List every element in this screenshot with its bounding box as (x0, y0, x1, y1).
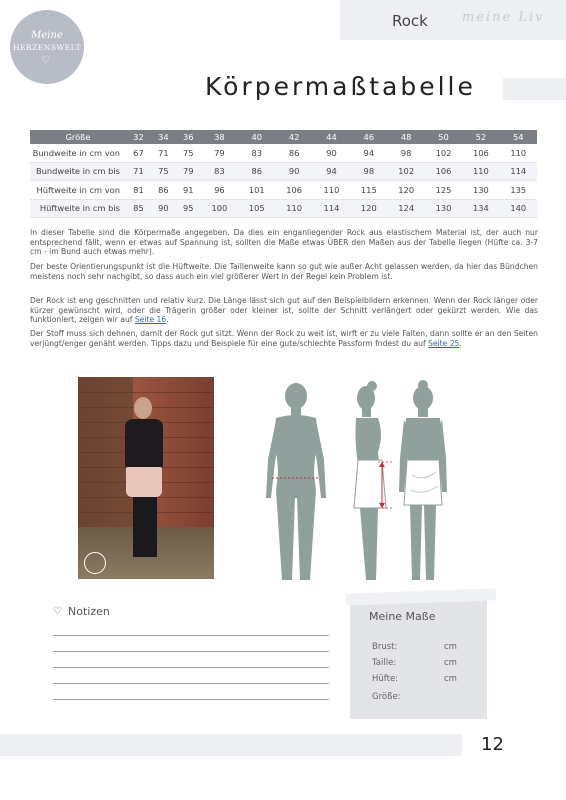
row-label: Bundweite in cm von (30, 144, 126, 162)
table-cell: 115 (350, 181, 387, 200)
length-text-end: . (166, 315, 169, 325)
notes-title: Notizen (68, 605, 110, 618)
footer-bar (0, 734, 462, 756)
table-cell: 134 (462, 199, 499, 218)
table-cell: 94 (313, 162, 350, 181)
table-cell: 110 (275, 199, 312, 218)
table-cell: 67 (126, 144, 151, 162)
table-row (30, 199, 537, 218)
table-row (30, 144, 537, 162)
note-line (53, 683, 329, 684)
table-header-row (30, 130, 537, 144)
table-cell: 101 (238, 181, 275, 200)
table-header-label: Größe (30, 130, 126, 144)
table-cell: 102 (388, 162, 425, 181)
huefte-unit: cm (444, 674, 457, 684)
table-cell: 110 (313, 181, 350, 200)
table-cell: 75 (151, 162, 176, 181)
table-cell: 98 (388, 144, 425, 162)
length-text: Der Rock ist eng geschnitten und relativ kurz. Die Länge lässt sich gut auf den Beispielbildern erkennen. Wenn der Rock länger oder kürzer gewünscht wird, oder die Trägerin größer oder kleiner ist, sollte der Schnitt verlängert oder gekürzt werden. Wie das funktioniert, zeigen wir auf (30, 296, 538, 325)
table-cell: 71 (151, 144, 176, 162)
table-cell: 83 (238, 144, 275, 162)
table-cell: 110 (500, 144, 537, 162)
example-photo (78, 377, 214, 579)
table-cell: 86 (238, 162, 275, 181)
page-title: Körpermaßtabelle (205, 72, 476, 101)
table-cell: 100 (201, 199, 238, 218)
size-header: 44 (313, 130, 350, 144)
size-table (30, 130, 537, 218)
page16-link[interactable]: Seite 16 (134, 315, 167, 325)
table-cell: 98 (350, 162, 387, 181)
table-cell: 75 (176, 144, 201, 162)
table-cell: 140 (500, 199, 537, 218)
brand-signature: meine Liv (462, 10, 545, 25)
table-cell: 90 (275, 162, 312, 181)
table-cell: 91 (176, 181, 201, 200)
table-cell: 90 (313, 144, 350, 162)
table-cell: 79 (201, 144, 238, 162)
table-cell: 120 (388, 181, 425, 200)
table-cell: 106 (462, 144, 499, 162)
table-cell: 125 (425, 181, 462, 200)
table-cell: 81 (126, 181, 151, 200)
fabric-text: Der Stoff muss sich dehnen, damit der Rock gut sitzt. Wenn der Rock zu weit ist, wirft er zu viele Falten, dann sollte er an den Seiten verjüngt/enger genäht werden. Tipps dazu und Beispiele für eine gute/schlechte Passform fndest du auf (30, 329, 538, 348)
table-cell: 130 (462, 181, 499, 200)
table-cell: 79 (176, 162, 201, 181)
table-cell: 135 (500, 181, 537, 200)
card-title: Meine Maße (369, 610, 436, 623)
row-label: Bundweite in cm bis (30, 162, 126, 181)
table-cell: 124 (388, 199, 425, 218)
table-cell: 94 (350, 144, 387, 162)
heart-icon: ♡ (53, 606, 62, 617)
body-side-figure (342, 380, 397, 580)
taille-label: Taille: (372, 658, 397, 668)
size-header: 34 (151, 130, 176, 144)
table-cell: 120 (350, 199, 387, 218)
page25-link[interactable]: Seite 25 (428, 338, 460, 348)
table-row (30, 181, 537, 200)
fabric-text-end: . (459, 338, 462, 348)
table-cell: 95 (176, 199, 201, 218)
table-cell: 96 (201, 181, 238, 200)
table-cell: 130 (425, 199, 462, 218)
table-cell: 71 (126, 162, 151, 181)
table-cell: 106 (275, 181, 312, 200)
size-header: 38 (201, 130, 238, 144)
table-cell: 106 (425, 162, 462, 181)
table-cell: 105 (238, 199, 275, 218)
note-line (53, 667, 329, 668)
hip-paragraph: Der beste Orientierungspunkt ist die Hüftweite. Die Taillenweite kann so gut wie außer Acht gelassen werden, da hier das Bündchen meistens noch sehr nachgibt, so dass auch ein viel größerer Wert in der Regel kein Problem ist. (30, 262, 538, 281)
table-cell: 90 (151, 199, 176, 218)
logo-line2: HERZENSWELT (12, 43, 82, 52)
table-cell: 83 (201, 162, 238, 181)
size-header: 36 (176, 130, 201, 144)
huefte-label: Hüfte: (372, 674, 399, 684)
table-cell: 85 (126, 199, 151, 218)
heart-icon: ♡ (41, 55, 50, 66)
note-line (53, 651, 329, 652)
row-label: Hüftweite in cm bis (30, 199, 126, 218)
photo-badge-icon (84, 552, 106, 574)
table-cell: 102 (425, 144, 462, 162)
size-header: 48 (388, 130, 425, 144)
size-header: 46 (350, 130, 387, 144)
logo (10, 10, 84, 84)
brust-label: Brust: (372, 642, 398, 652)
fabric-paragraph (30, 329, 538, 348)
logo-line1: Meine (31, 30, 63, 41)
table-cell: 114 (313, 199, 350, 218)
body-front-figure (262, 380, 330, 580)
table-cell: 86 (151, 181, 176, 200)
length-paragraph (30, 296, 538, 325)
size-header: 50 (425, 130, 462, 144)
size-header: 52 (462, 130, 499, 144)
note-line (53, 699, 329, 700)
groesse-label: Größe: (372, 692, 401, 702)
intro-paragraph: In dieser Tabelle sind die Körpermaße angegeben. Da dies ein enganliegender Rock aus elastischem Material ist, der auch nur entsprechend fällt, wenn er etwas auf Spannung ist, sollten die Maße etwas ÜBER den Maßen aus der Tabelle liegen (Hüfte ca. 3-7 cm - im Bund auch etwas mehr). (30, 228, 538, 257)
body-back-figure (398, 380, 448, 580)
table-cell: 114 (500, 162, 537, 181)
table-cell: 86 (275, 144, 312, 162)
title-accent-bar (503, 78, 566, 100)
size-header: 42 (275, 130, 312, 144)
table-row (30, 162, 537, 181)
size-header: 32 (126, 130, 151, 144)
size-header: 54 (500, 130, 537, 144)
size-header: 40 (238, 130, 275, 144)
table-cell: 110 (462, 162, 499, 181)
taille-unit: cm (444, 658, 457, 668)
row-label: Hüftweite in cm von (30, 181, 126, 200)
page-number: 12 (481, 734, 504, 755)
section-title: Rock (392, 12, 428, 30)
note-line (53, 635, 329, 636)
brust-unit: cm (444, 642, 457, 652)
